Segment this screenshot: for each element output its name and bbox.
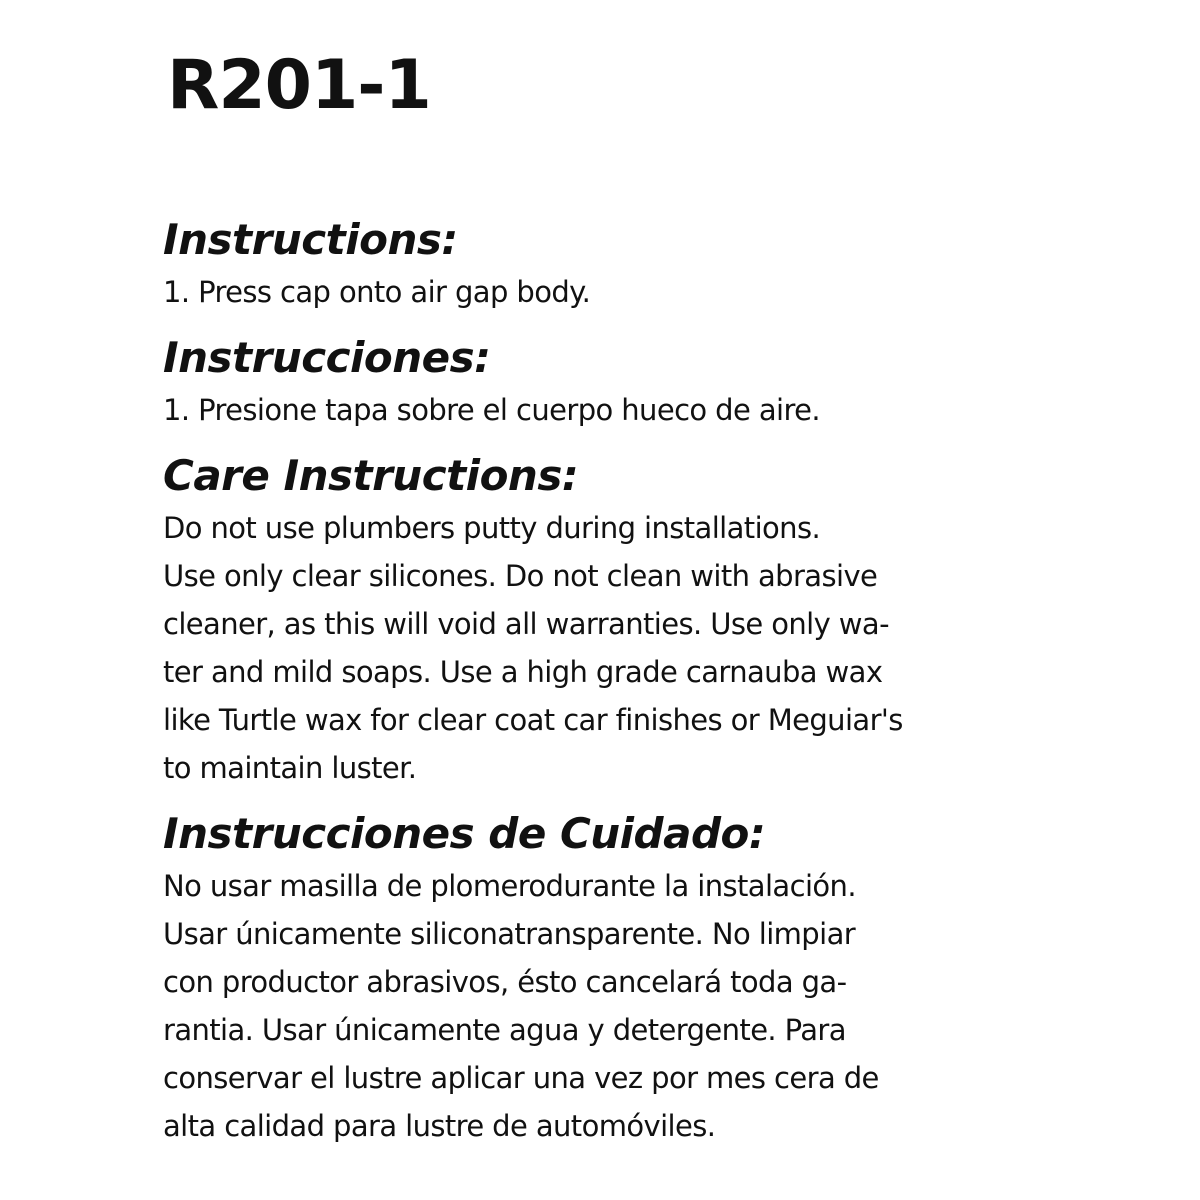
body-line: rantia. Usar únicamente agua y detergente. Para — [163, 1013, 846, 1047]
body-line: like Turtle wax for clear coat car finishes or Meguiar's — [163, 703, 903, 737]
section-care-instructions-es — [163, 806, 1173, 1150]
section-heading: Instrucciones: — [163, 333, 491, 382]
body-line: Do not use plumbers putty during installations. — [163, 511, 821, 545]
section-instructions-es — [163, 330, 1173, 434]
body-line: con productor abrasivos, ésto cancelará toda ga- — [163, 965, 847, 999]
model-number: R201-1 — [167, 46, 431, 125]
body-line: 1. Presione tapa sobre el cuerpo hueco de aire. — [163, 393, 821, 427]
body-line: No usar masilla de plomerodurante la instalación. — [163, 869, 856, 903]
section-body — [163, 504, 1173, 792]
body-line: conservar el lustre aplicar una vez por mes cera de — [163, 1061, 879, 1095]
section-heading: Instrucciones de Cuidado: — [163, 809, 766, 858]
section-care-instructions-en — [163, 448, 1173, 792]
body-line: 1. Press cap onto air gap body. — [163, 275, 591, 309]
body-line: cleaner, as this will void all warranties. Use only wa- — [163, 607, 889, 641]
section-body — [163, 386, 1173, 434]
section-instructions-en — [163, 212, 1173, 316]
body-line: to maintain luster. — [163, 751, 417, 785]
section-heading: Instructions: — [163, 215, 458, 264]
body-line: ter and mild soaps. Use a high grade carnauba wax — [163, 655, 883, 689]
section-body — [163, 268, 1173, 316]
section-body — [163, 862, 1173, 1150]
body-line: Usar únicamente siliconatransparente. No limpiar — [163, 917, 856, 951]
body-line: alta calidad para lustre de automóviles. — [163, 1109, 716, 1143]
instruction-sheet — [163, 40, 1173, 1158]
section-heading: Care Instructions: — [163, 451, 579, 500]
body-line: Use only clear silicones. Do not clean with abrasive — [163, 559, 878, 593]
